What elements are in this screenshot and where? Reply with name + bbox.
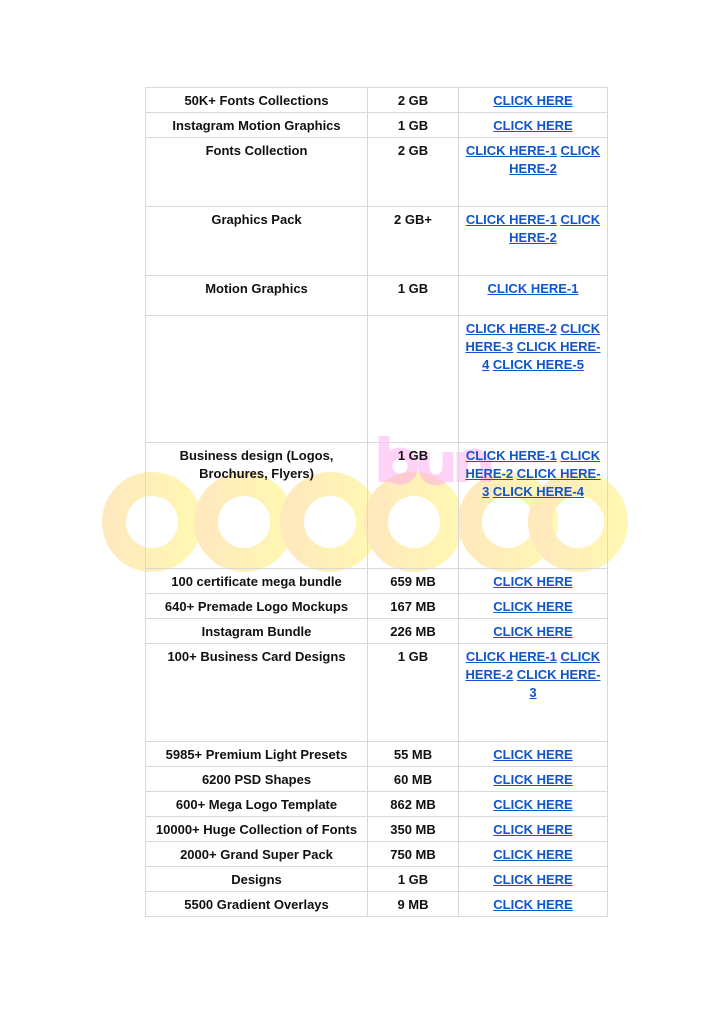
download-link[interactable]: CLICK HERE-2 (465, 321, 557, 336)
download-link[interactable]: CLICK HERE (493, 574, 573, 589)
table-row (146, 767, 608, 792)
item-name: Business design (Logos, Brochures, Flyers) (146, 443, 368, 569)
table-row (146, 892, 608, 917)
download-link[interactable]: CLICK HERE-2 (509, 212, 601, 245)
download-link[interactable]: CLICK HERE (493, 822, 573, 837)
download-link[interactable]: CLICK HERE (493, 772, 573, 787)
download-link[interactable]: CLICK HERE (493, 599, 573, 614)
item-size: 2 GB (368, 138, 459, 207)
item-name: 5985+ Premium Light Presets (146, 742, 368, 767)
item-name: 2000+ Grand Super Pack (146, 842, 368, 867)
table-row (146, 138, 608, 207)
download-link[interactable]: CLICK HERE-2 (465, 448, 601, 481)
item-size: 226 MB (368, 619, 459, 644)
table-row (146, 443, 608, 569)
item-size: 2 GB+ (368, 207, 459, 276)
item-size: 659 MB (368, 569, 459, 594)
download-links (459, 113, 608, 138)
item-name: Motion Graphics (146, 276, 368, 316)
download-link[interactable]: CLICK HERE-3 (516, 667, 601, 700)
download-links (459, 88, 608, 113)
download-link[interactable]: CLICK HERE-1 (465, 649, 557, 664)
item-size: 9 MB (368, 892, 459, 917)
item-name: Instagram Motion Graphics (146, 113, 368, 138)
item-name: 10000+ Huge Collection of Fonts (146, 817, 368, 842)
download-link[interactable]: CLICK HERE (493, 118, 573, 133)
item-name: 5500 Gradient Overlays (146, 892, 368, 917)
download-links (459, 316, 608, 443)
table-row (146, 276, 608, 316)
download-links (459, 817, 608, 842)
download-link[interactable]: CLICK HERE (493, 872, 573, 887)
download-links (459, 644, 608, 742)
download-link[interactable]: CLICK HERE-1 (465, 212, 557, 227)
item-size: 1 GB (368, 867, 459, 892)
item-name: 100+ Business Card Designs (146, 644, 368, 742)
download-links (459, 276, 608, 316)
table-row (146, 316, 608, 443)
download-link[interactable]: CLICK HERE-4 (492, 484, 584, 499)
item-size: 350 MB (368, 817, 459, 842)
download-link[interactable]: CLICK HERE-2 (465, 649, 601, 682)
table-row (146, 594, 608, 619)
download-links (459, 892, 608, 917)
item-size: 55 MB (368, 742, 459, 767)
download-link[interactable]: CLICK HERE-2 (509, 143, 601, 176)
item-size (368, 316, 459, 443)
table-row (146, 113, 608, 138)
table-row (146, 792, 608, 817)
download-links (459, 842, 608, 867)
item-name: Designs (146, 867, 368, 892)
download-link[interactable]: CLICK HERE (493, 847, 573, 862)
item-name: Instagram Bundle (146, 619, 368, 644)
item-name: 50K+ Fonts Collections (146, 88, 368, 113)
item-size: 60 MB (368, 767, 459, 792)
download-link[interactable]: CLICK HERE-1 (487, 281, 579, 296)
download-link[interactable]: CLICK HERE-4 (482, 339, 601, 372)
download-links (459, 138, 608, 207)
item-size: 1 GB (368, 276, 459, 316)
download-link[interactable]: CLICK HERE (493, 897, 573, 912)
table-row (146, 742, 608, 767)
download-link[interactable]: CLICK HERE-1 (465, 448, 557, 463)
table-row (146, 867, 608, 892)
download-links (459, 792, 608, 817)
table-row (146, 207, 608, 276)
download-links (459, 207, 608, 276)
download-links (459, 767, 608, 792)
download-links (459, 867, 608, 892)
table-row (146, 569, 608, 594)
download-links (459, 594, 608, 619)
item-size: 1 GB (368, 113, 459, 138)
resources-table (145, 87, 608, 917)
download-link[interactable]: CLICK HERE (493, 747, 573, 762)
download-link[interactable]: CLICK HERE-5 (492, 357, 584, 372)
item-size: 2 GB (368, 88, 459, 113)
item-name: Graphics Pack (146, 207, 368, 276)
download-link[interactable]: CLICK HERE-1 (465, 143, 557, 158)
table-row (146, 619, 608, 644)
download-link[interactable]: CLICK HERE (493, 624, 573, 639)
item-name: 600+ Mega Logo Template (146, 792, 368, 817)
item-size: 862 MB (368, 792, 459, 817)
item-name: 100 certificate mega bundle (146, 569, 368, 594)
table-row (146, 842, 608, 867)
item-name: 6200 PSD Shapes (146, 767, 368, 792)
item-size: 1 GB (368, 644, 459, 742)
table-row (146, 88, 608, 113)
download-link[interactable]: CLICK HERE (493, 797, 573, 812)
download-links (459, 443, 608, 569)
item-name: 640+ Premade Logo Mockups (146, 594, 368, 619)
item-name: Fonts Collection (146, 138, 368, 207)
download-links (459, 569, 608, 594)
item-name (146, 316, 368, 443)
table-row (146, 644, 608, 742)
item-size: 167 MB (368, 594, 459, 619)
item-size: 1 GB (368, 443, 459, 569)
download-link[interactable]: CLICK HERE-3 (482, 466, 601, 499)
table-row (146, 817, 608, 842)
download-link[interactable]: CLICK HERE (493, 93, 573, 108)
download-link[interactable]: CLICK HERE-3 (465, 321, 601, 354)
item-size: 750 MB (368, 842, 459, 867)
download-links (459, 742, 608, 767)
download-links (459, 619, 608, 644)
